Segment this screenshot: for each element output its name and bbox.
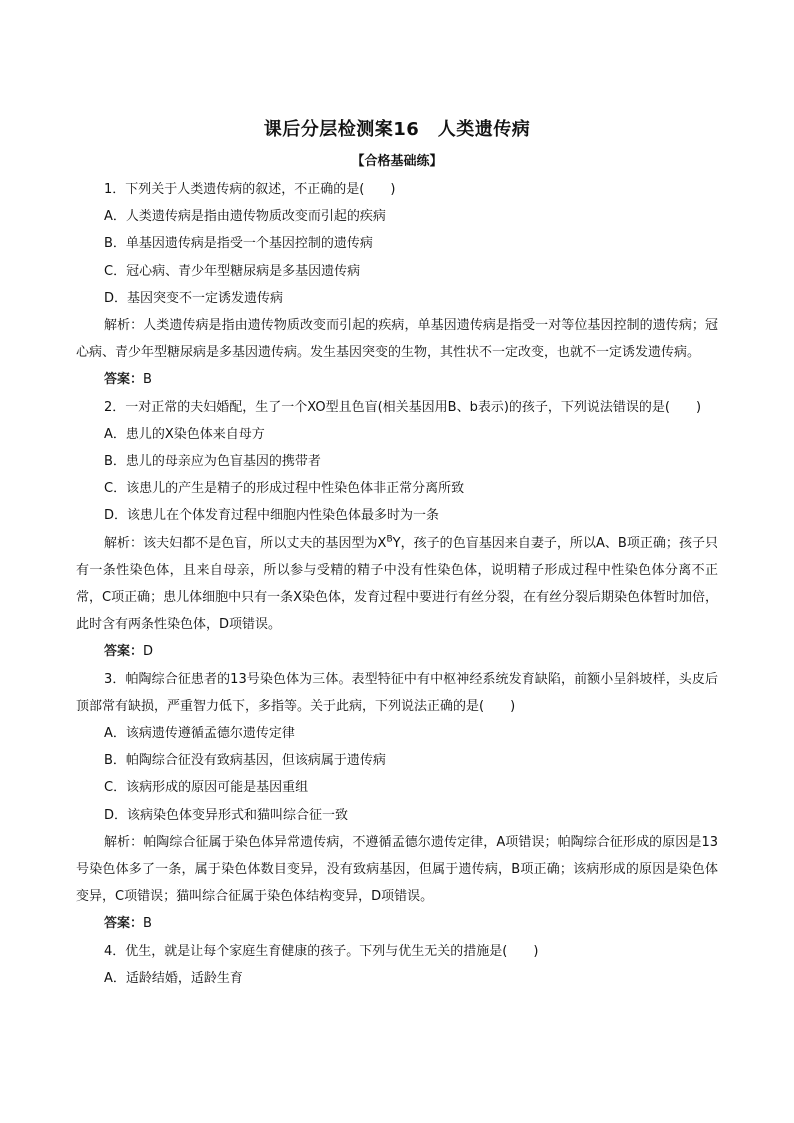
question-1-answer [76,366,718,393]
question-2-option-d: D．该患儿在个体发育过程中细胞内性染色体最多时为一条 [104,508,440,524]
answer-value: B [143,916,152,932]
question-2-analysis [76,530,718,639]
question-3-option-c: C．该病形成的原因可能是基因重组 [104,780,309,796]
answer-value: B [143,372,152,388]
question-2-option-b: B．患儿的母亲应为色盲基因的携带者 [104,454,321,470]
question-2-option-c: C．该患儿的产生是精子的形成过程中性染色体非正常分离所致 [104,481,465,497]
question-2-option-a: A．患儿的X染色体来自母方 [104,426,265,442]
question-4-option-a: A．适龄结婚，适龄生育 [104,970,243,986]
question-4-stem: 4．优生，就是让每个家庭生育健康的孩子。下列与优生无关的措施是( ) [104,943,539,959]
question-1-option-d: D．基因突变不一定诱发遗传病 [104,290,284,306]
genotype-superscript: B [386,534,393,545]
analysis-text-part2: Y，孩子的色盲基因来自妻子，所以A、B项正确；孩子只有一条性染色体，且来自母亲，所以参与受精的精子中没有性染色体，说明精子形成过程中性染色体分离不正常，C项正确；患儿体细胞中只有一条X染色体，发育过程中要进行有丝分裂，在有丝分裂后期染色体暂时加倍，此时含有两条性染色体，D项错误。 [76,535,718,633]
question-3-option-b: B．帕陶综合征没有致病基因，但该病属于遗传病 [104,753,386,769]
document-title: 课后分层检测案16 人类遗传病 [263,119,531,140]
question-1-option-a: A．人类遗传病是指由遗传物质改变而引起的疾病 [104,209,386,225]
answer-label: 答案： [104,644,144,660]
question-3-stem: 3．帕陶综合征患者的13号染色体为三体。表型特征中有中枢神经系统发育缺陷，前额小呈斜坡样，头皮后顶部常有缺损，严重智力低下，多指等。关于此病，下列说法正确的是( ) [76,671,718,714]
question-3-option-d: D．该病染色体变异形式和猫叫综合征一致 [104,807,349,823]
question-1-option-b: B．单基因遗传病是指受一个基因控制的遗传病 [104,236,373,252]
answer-label: 答案： [104,372,144,388]
analysis-text-part1: 解析：该夫妇都不是色盲，所以丈夫的基因型为X [104,535,387,551]
question-2-answer [76,638,718,665]
question-3-answer [76,910,718,937]
question-3-analysis: 解析：帕陶综合征属于染色体异常遗传病，不遵循孟德尔遗传定律，A项错误；帕陶综合征形成的原因是13号染色体多了一条，属于染色体数目变异，没有致病基因，但属于遗传病，B项正确；该病形成的原因是染色体变异，C项错误；猫叫综合征属于染色体结构变异，D项错误。 [76,834,718,905]
answer-value: D [143,644,154,660]
document-body [76,176,718,992]
question-2-stem: 2．一对正常的夫妇婚配，生了一个XO型且色盲(相关基因用B、b表示)的孩子，下列说法错误的是( ) [104,399,702,415]
question-1-option-c: C．冠心病、青少年型糖尿病是多基因遗传病 [104,263,361,279]
answer-label: 答案： [104,916,144,932]
question-1-analysis: 解析：人类遗传病是指由遗传物质改变而引起的疾病，单基因遗传病是指受一对等位基因控制的遗传病；冠心病、青少年型糖尿病是多基因遗传病。发生基因突变的生物，其性状不一定改变，也就不一定诱发遗传病。 [76,318,718,361]
section-heading: 【合格基础练】 [351,154,443,169]
question-1-stem: 1．下列关于人类遗传病的叙述，不正确的是( ) [104,182,396,197]
question-3-option-a: A．该病遗传遵循孟德尔遗传定律 [104,726,295,742]
